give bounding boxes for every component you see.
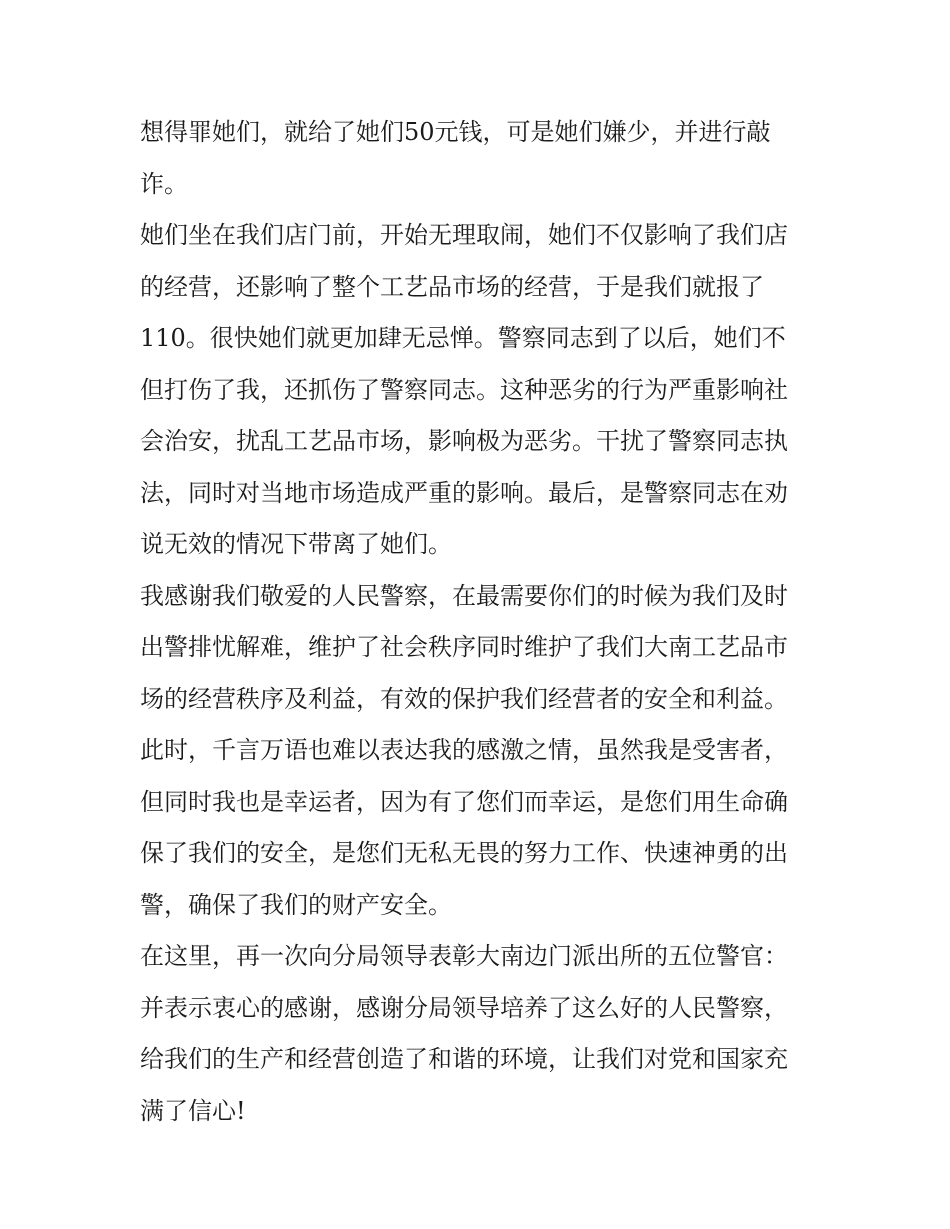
text-line: 法，同时对当地市场造成严重的影响。最后，是警察同志在劝 [140, 478, 788, 507]
text-line: 出警排忧解难，维护了社会秩序同时维护了我们大南工艺品市 [140, 633, 788, 661]
text-line: 保了我们的安全，是您们无私无畏的努力工作、快速神勇的出 [140, 839, 788, 867]
text-line: 在这里，再一次向分局领导表彰大南边门派出所的五位警官： [140, 942, 788, 970]
text-line: 110。很快她们就更加肆无忌惮。警察同志到了以后，她们不 [140, 324, 786, 352]
text-line: 并表示衷心的感谢，感谢分局领导培养了这么好的人民警察， [140, 993, 788, 1022]
text-line: 警，确保了我们的财产安全。 [140, 890, 452, 919]
text-line: 但同时我也是幸运者，因为有了您们而幸运，是您们用生命确 [140, 787, 788, 816]
text-line: 我感谢我们敬爱的人民警察，在最需要你们的时候为我们及时 [140, 581, 788, 610]
text-line: 但打伤了我，还抓伤了警察同志。这种恶劣的行为严重影响社 [140, 375, 788, 404]
text-line: 说无效的情况下带离了她们。 [140, 530, 452, 558]
text-line: 此时，千言万语也难以表达我的感激之情，虽然我是受害者， [140, 736, 788, 764]
text-line: 会治安，扰乱工艺品市场，影响极为恶劣。干扰了警察同志执 [140, 427, 788, 455]
text-line: 的经营，还影响了整个工艺品市场的经营，于是我们就报了 [140, 272, 764, 301]
text-line: 给我们的生产和经营创造了和谐的环境，让我们对党和国家充 [140, 1045, 788, 1073]
text-line: 想得罪她们，就给了她们50元钱，可是她们嫌少，并进行敲 [140, 118, 771, 146]
letter-body [140, 107, 820, 1137]
text-line: 她们坐在我们店门前，开始无理取闹，她们不仅影响了我们店 [140, 221, 788, 249]
text-line: 诈。 [140, 169, 188, 198]
text-line: 场的经营秩序及利益，有效的保护我们经营者的安全和利益。 [140, 684, 788, 713]
text-line: 满了信心! [140, 1096, 246, 1125]
